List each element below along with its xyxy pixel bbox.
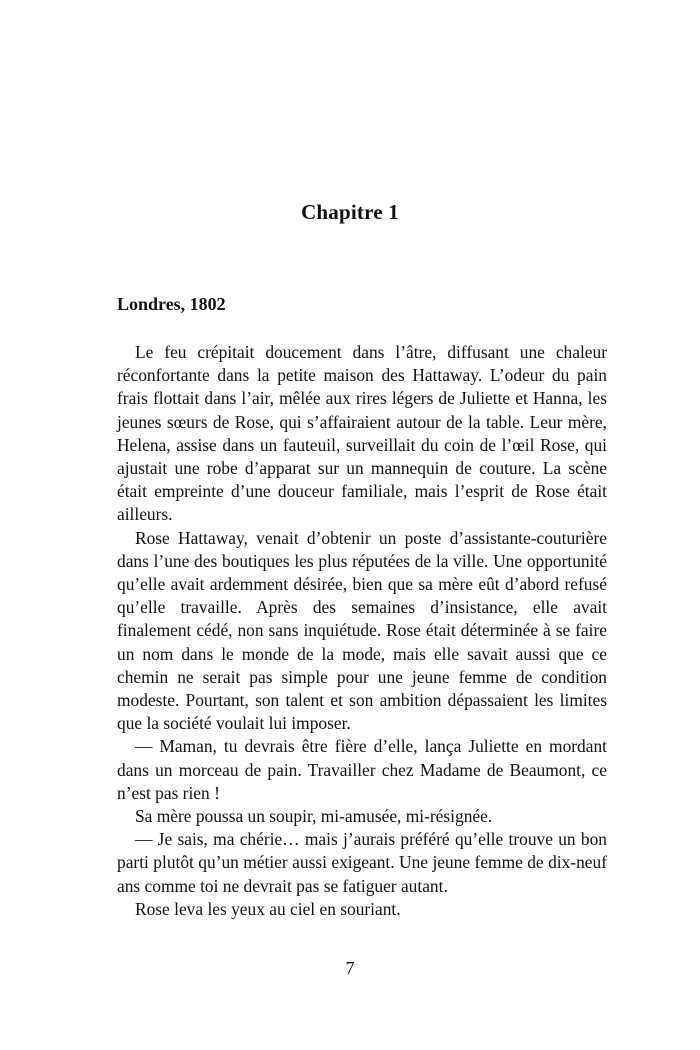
dialogue-paragraph: — Je sais, ma chérie… mais j’aurais préféré qu’elle trouve un bon parti plutôt qu’un métier aussi exigeant. Une jeune femme de dix-neuf ans comme toi ne devrait pas se fatiguer autant.: [117, 829, 607, 896]
paragraph: Rose leva les yeux au ciel en souriant.: [135, 898, 401, 919]
paragraph: Le feu crépitait doucement dans l’âtre, diffusant une chaleur réconfortante dans la petite maison des Hattaway. L’odeur du pain frais flottait dans l’air, mêlée aux rires légers de Juliette et Hanna, les jeunes sœurs de Rose, qui s’affairaient autour de la table. Leur mère, Helena, assise dans un fauteuil, surveillait du coin de l’œil Rose, qui ajustait une robe d’apparat sur un mannequin de couture. La scène était empreinte d’une douceur familiale, mais l’esprit de Rose était ailleurs.: [117, 342, 607, 525]
paragraph: Sa mère poussa un soupir, mi-amusée, mi-résignée.: [135, 806, 493, 827]
paragraph: Rose Hattaway, venait d’obtenir un poste d’assistante-couturière dans l’une des boutiques les plus réputées de la ville. Une opportunité qu’elle avait ardemment désirée, bien que sa mère eût d’abord refusé qu’elle travaille. Après des semaines d’insistance, elle avait finalement cédé, non sans inquiétude. Rose était déterminée à se faire un nom dans le monde de la mode, mais elle savait aussi que ce chemin ne serait pas simple pour une jeune femme de condition modeste. Pourtant, son talent et son ambition dépassaient les limites que la société voulait lui imposer.: [117, 527, 607, 734]
dialogue-paragraph: — Maman, tu devrais être fière d’elle, lança Juliette en mordant dans un morceau de pain. Travailler chez Madame de Beaumont, ce n’est pas rien !: [117, 736, 607, 803]
chapter-body: [117, 341, 607, 921]
page-number: 7: [345, 958, 355, 978]
chapter-title: Chapitre 1: [301, 200, 399, 224]
place-date-heading: Londres, 1802: [117, 294, 226, 314]
